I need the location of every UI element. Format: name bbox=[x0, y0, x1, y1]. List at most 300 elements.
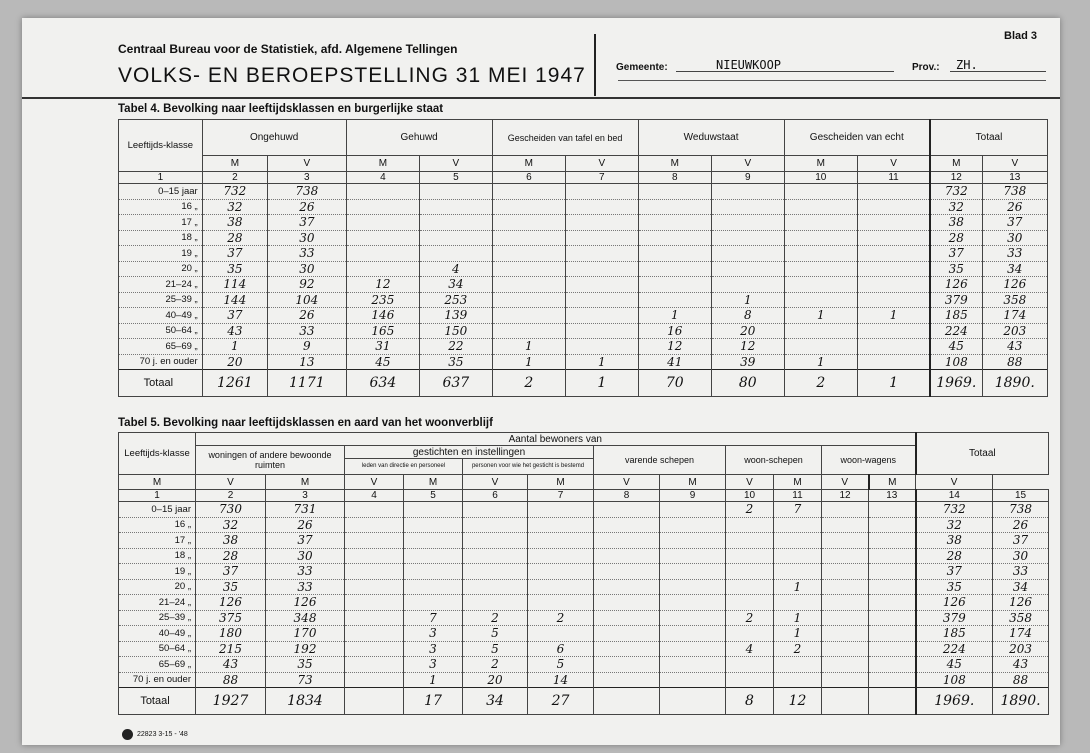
tabel4-cell: 379 bbox=[930, 292, 982, 308]
tabel5-mv-header: M bbox=[774, 475, 822, 490]
tabel5-cell bbox=[660, 579, 726, 595]
tabel4-cell bbox=[566, 215, 638, 231]
tabel5-cell: 1 bbox=[404, 672, 463, 688]
tabel5-cell: 28 bbox=[916, 548, 993, 564]
tabel4-cell: 738 bbox=[982, 184, 1047, 200]
tabel4-cell bbox=[784, 230, 858, 246]
tabel5-cell bbox=[660, 502, 726, 518]
tabel4-cell: 45 bbox=[930, 339, 982, 355]
tabel5-column-number: 2 bbox=[196, 490, 266, 502]
tabel5-cell: 38 bbox=[196, 533, 266, 549]
tabel4-cell: 35 bbox=[202, 261, 267, 277]
tabel5-cell: 3 bbox=[404, 641, 463, 657]
tabel5-total-cell bbox=[594, 688, 660, 715]
tabel5-cell: 126 bbox=[993, 595, 1049, 611]
tabel4-cell: 33 bbox=[268, 246, 347, 262]
tabel4-cell: 358 bbox=[982, 292, 1047, 308]
tabel4-row bbox=[119, 354, 1048, 370]
tabel4-cell: 28 bbox=[202, 230, 267, 246]
tabel5-cell bbox=[869, 610, 916, 626]
tabel4-mv-header: M bbox=[930, 156, 982, 172]
tabel4-cell: 253 bbox=[420, 292, 492, 308]
tabel5-row-label: 16 „ bbox=[119, 517, 196, 533]
tabel5-subgroup-leden: leden van directie en personeel bbox=[345, 459, 463, 475]
tabel5-total-cell: 1890. bbox=[993, 688, 1049, 715]
tabel5-row-label: 20 „ bbox=[119, 579, 196, 595]
tabel4-cell: 35 bbox=[420, 354, 492, 370]
tabel4-cell bbox=[346, 246, 420, 262]
tabel4-row-label: 65–69 „ bbox=[119, 339, 203, 355]
tabel5-total-cell: 8 bbox=[726, 688, 774, 715]
tabel4-cell: 139 bbox=[420, 308, 492, 324]
tabel5-mv-header: V bbox=[196, 475, 266, 490]
tabel5-cell bbox=[822, 548, 869, 564]
tabel5-subgroup-personen: personen voor wie het gesticht is bestemd bbox=[463, 459, 594, 475]
tabel5-cell bbox=[726, 533, 774, 549]
tabel4-cell: 88 bbox=[982, 354, 1047, 370]
tabel5-cell: 37 bbox=[266, 533, 345, 549]
tabel4-total-cell: 1171 bbox=[268, 370, 347, 397]
tabel4-cell: 1 bbox=[784, 308, 858, 324]
tabel5-cell bbox=[774, 533, 822, 549]
tabel4-cell bbox=[784, 199, 858, 215]
tabel5-cell bbox=[869, 517, 916, 533]
tabel4-row bbox=[119, 215, 1048, 231]
tabel5-cell bbox=[660, 657, 726, 673]
tabel4-mv-header: V bbox=[566, 156, 638, 172]
tabel4-mv-header: V bbox=[858, 156, 930, 172]
tabel5-cell bbox=[463, 533, 528, 549]
tabel5-cell: 30 bbox=[266, 548, 345, 564]
tabel5-cell: 126 bbox=[196, 595, 266, 611]
tabel4-cell bbox=[346, 184, 420, 200]
tabel5-cell: 732 bbox=[916, 502, 993, 518]
tabel5-cell bbox=[774, 548, 822, 564]
tabel4-cell bbox=[566, 323, 638, 339]
tabel5-cell bbox=[594, 579, 660, 595]
tabel5-cell bbox=[660, 626, 726, 642]
tabel5-cell bbox=[822, 579, 869, 595]
tabel5-cell bbox=[660, 564, 726, 580]
tabel4-cell: 37 bbox=[982, 215, 1047, 231]
tabel4-cell: 37 bbox=[202, 308, 267, 324]
tabel4-cell bbox=[566, 184, 638, 200]
tabel4-cell bbox=[858, 292, 930, 308]
tabel5-column-number: 7 bbox=[528, 490, 594, 502]
tabel4-cell bbox=[638, 292, 712, 308]
tabel5-mv-header: V bbox=[345, 475, 404, 490]
tabel5-cell bbox=[594, 657, 660, 673]
tabel4-total-cell: 1969. bbox=[930, 370, 982, 397]
tabel4-total-cell: 1 bbox=[858, 370, 930, 397]
tabel4-cell bbox=[712, 230, 784, 246]
tabel5-cell bbox=[869, 502, 916, 518]
tabel4-cell: 126 bbox=[982, 277, 1047, 293]
tabel5-cell bbox=[404, 517, 463, 533]
tabel4-cell: 30 bbox=[268, 261, 347, 277]
tabel4-group-weduwstaat: Weduwstaat bbox=[638, 120, 784, 156]
tabel5-total-cell: 1927 bbox=[196, 688, 266, 715]
tabel4-row-label: 50–64 „ bbox=[119, 323, 203, 339]
tabel4-cell: 12 bbox=[346, 277, 420, 293]
tabel4-total-label: Totaal bbox=[119, 370, 203, 397]
tabel5-column-number: 15 bbox=[993, 490, 1049, 502]
tabel4-cell bbox=[420, 184, 492, 200]
tabel5-cell bbox=[345, 641, 404, 657]
tabel5-cell bbox=[404, 548, 463, 564]
tabel5-cell: 358 bbox=[993, 610, 1049, 626]
tabel5-cell bbox=[528, 548, 594, 564]
tabel4-cell: 185 bbox=[930, 308, 982, 324]
tabel5-cell: 170 bbox=[266, 626, 345, 642]
tabel5-cell: 2 bbox=[463, 610, 528, 626]
tabel5-cell bbox=[345, 548, 404, 564]
province-value: ZH. bbox=[956, 58, 978, 72]
tabel5-cell bbox=[528, 595, 594, 611]
tabel5-total-cell: 27 bbox=[528, 688, 594, 715]
tabel4-row bbox=[119, 261, 1048, 277]
tabel5-cell: 33 bbox=[266, 564, 345, 580]
tabel5-cell bbox=[345, 533, 404, 549]
tabel5-row-label: 19 „ bbox=[119, 564, 196, 580]
tabel4-cell: 32 bbox=[930, 199, 982, 215]
tabel5-cell bbox=[345, 610, 404, 626]
tabel4-cell: 37 bbox=[202, 246, 267, 262]
tabel4-column-number: 11 bbox=[858, 172, 930, 184]
tabel5-cell bbox=[726, 548, 774, 564]
tabel5-mv-header: M bbox=[404, 475, 463, 490]
tabel5-col-leeftijd: Leeftijds-klasse bbox=[119, 433, 196, 475]
tabel5-cell bbox=[822, 595, 869, 611]
tabel5-cell: 731 bbox=[266, 502, 345, 518]
tabel4-column-number: 6 bbox=[492, 172, 566, 184]
tabel5-row bbox=[119, 564, 1049, 580]
tabel5-group-totaal: Totaal bbox=[916, 433, 1049, 475]
tabel4-cell: 738 bbox=[268, 184, 347, 200]
tabel5-total-cell bbox=[345, 688, 404, 715]
tabel5-cell bbox=[822, 672, 869, 688]
tabel4-total-cell: 634 bbox=[346, 370, 420, 397]
tabel5-total-cell bbox=[660, 688, 726, 715]
tabel4-cell: 165 bbox=[346, 323, 420, 339]
tabel4-cell bbox=[638, 184, 712, 200]
tabel4-total-cell: 1261 bbox=[202, 370, 267, 397]
tabel5-cell bbox=[463, 579, 528, 595]
tabel5-cell bbox=[869, 657, 916, 673]
tabel4-cell bbox=[492, 261, 566, 277]
tabel5-cell bbox=[822, 502, 869, 518]
tabel5-cell bbox=[774, 672, 822, 688]
tabel4-cell: 1 bbox=[638, 308, 712, 324]
tabel5-cell: 37 bbox=[993, 533, 1049, 549]
tabel5-cell: 7 bbox=[774, 502, 822, 518]
tabel5-title: Tabel 5. Bevolking naar leeftijdsklassen en aard van het woonverblijf bbox=[118, 417, 493, 429]
tabel5-cell: 20 bbox=[463, 672, 528, 688]
tabel5-cell bbox=[822, 533, 869, 549]
tabel4-cell bbox=[858, 184, 930, 200]
tabel4-row bbox=[119, 292, 1048, 308]
tabel5-total-cell: 1834 bbox=[266, 688, 345, 715]
tabel5-row bbox=[119, 548, 1049, 564]
tabel4-cell: 104 bbox=[268, 292, 347, 308]
tabel4-cell: 35 bbox=[930, 261, 982, 277]
tabel4-cell: 26 bbox=[268, 199, 347, 215]
tabel5-cell: 35 bbox=[196, 579, 266, 595]
tabel4-cell bbox=[420, 199, 492, 215]
tabel4-cell bbox=[712, 261, 784, 277]
tabel4-row bbox=[119, 230, 1048, 246]
print-footer bbox=[122, 729, 188, 740]
tabel4-group-gehuwd: Gehuwd bbox=[346, 120, 492, 156]
tabel5-row bbox=[119, 517, 1049, 533]
tabel4-cell bbox=[712, 199, 784, 215]
tabel5-total-cell bbox=[822, 688, 869, 715]
tabel4-cell: 30 bbox=[268, 230, 347, 246]
tabel4-cell bbox=[858, 215, 930, 231]
tabel5-row-label: 25–39 „ bbox=[119, 610, 196, 626]
tabel5-mv-header: V bbox=[916, 475, 993, 490]
tabel5-cell bbox=[869, 548, 916, 564]
tabel4-cell: 144 bbox=[202, 292, 267, 308]
tabel5-total-cell: 34 bbox=[463, 688, 528, 715]
gemeente-label: Gemeente: bbox=[616, 62, 668, 73]
tabel4-total-cell: 637 bbox=[420, 370, 492, 397]
tabel4-cell bbox=[784, 246, 858, 262]
tabel4-mv-header: V bbox=[268, 156, 347, 172]
tabel5-mv-header: M bbox=[528, 475, 594, 490]
tabel4-cell: 41 bbox=[638, 354, 712, 370]
tabel5-column-number: 12 bbox=[822, 490, 869, 502]
tabel5-cell: 2 bbox=[774, 641, 822, 657]
tabel4-row-label: 21–24 „ bbox=[119, 277, 203, 293]
tabel4-cell: 174 bbox=[982, 308, 1047, 324]
tabel4-column-number: 4 bbox=[346, 172, 420, 184]
tabel5-cell: 2 bbox=[726, 610, 774, 626]
tabel4-mv-header: V bbox=[712, 156, 784, 172]
tabel4-column-number: 13 bbox=[982, 172, 1047, 184]
tabel5-cell bbox=[822, 564, 869, 580]
tabel5-row bbox=[119, 579, 1049, 595]
tabel5-column-number: 8 bbox=[594, 490, 660, 502]
tabel5-cell bbox=[869, 641, 916, 657]
tabel4-mv-header: V bbox=[420, 156, 492, 172]
tabel5-row bbox=[119, 610, 1049, 626]
tabel4-group-gescheiden-tafel: Gescheiden van tafel en bed bbox=[492, 120, 638, 156]
tabel4-row bbox=[119, 184, 1048, 200]
tabel4-column-number: 2 bbox=[202, 172, 267, 184]
tabel5-cell bbox=[463, 502, 528, 518]
tabel4-cell bbox=[858, 277, 930, 293]
tabel4-cell bbox=[638, 199, 712, 215]
tabel5-column-number: 13 bbox=[869, 490, 916, 502]
tabel5-cell bbox=[594, 672, 660, 688]
tabel5-cell: 33 bbox=[993, 564, 1049, 580]
tabel4-cell bbox=[492, 323, 566, 339]
tabel4-cell: 26 bbox=[982, 199, 1047, 215]
tabel5-cell: 192 bbox=[266, 641, 345, 657]
tabel4-cell bbox=[492, 308, 566, 324]
tabel4-total-row bbox=[119, 370, 1048, 397]
tabel5-cell bbox=[660, 595, 726, 611]
tabel5-row-label: 65–69 „ bbox=[119, 657, 196, 673]
tabel4-cell: 150 bbox=[420, 323, 492, 339]
tabel4-cell: 4 bbox=[420, 261, 492, 277]
tabel4-cell bbox=[492, 246, 566, 262]
tabel4-cell bbox=[566, 230, 638, 246]
tabel4-cell bbox=[638, 246, 712, 262]
tabel5-row-label: 70 j. en ouder bbox=[119, 672, 196, 688]
tabel5-column-number: 5 bbox=[404, 490, 463, 502]
tabel4-cell bbox=[784, 277, 858, 293]
tabel4-cell: 114 bbox=[202, 277, 267, 293]
tabel5-cell: 33 bbox=[266, 579, 345, 595]
tabel5-row bbox=[119, 641, 1049, 657]
tabel4-cell: 22 bbox=[420, 339, 492, 355]
tabel4-cell: 34 bbox=[420, 277, 492, 293]
tabel4-cell bbox=[638, 230, 712, 246]
tabel4-cell bbox=[346, 199, 420, 215]
tabel5-cell bbox=[660, 610, 726, 626]
tabel4-cell bbox=[566, 339, 638, 355]
tabel4-cell bbox=[784, 215, 858, 231]
tabel4-cell: 732 bbox=[202, 184, 267, 200]
tabel4-column-number: 5 bbox=[420, 172, 492, 184]
tabel5-cell bbox=[345, 579, 404, 595]
tabel5-cell: 348 bbox=[266, 610, 345, 626]
tabel4-cell: 31 bbox=[346, 339, 420, 355]
tabel4-cell bbox=[784, 184, 858, 200]
tabel4-cell bbox=[858, 199, 930, 215]
tabel5-cell: 45 bbox=[916, 657, 993, 673]
tabel5-cell: 2 bbox=[463, 657, 528, 673]
tabel5-row bbox=[119, 657, 1049, 673]
tabel4-cell bbox=[784, 339, 858, 355]
tabel5-cell bbox=[726, 579, 774, 595]
tabel5-cell bbox=[594, 641, 660, 657]
tabel5-mv-header: V bbox=[822, 475, 869, 490]
tabel5-aantal-bewoners: Aantal bewoners van bbox=[196, 433, 916, 446]
tabel5-total-label: Totaal bbox=[119, 688, 196, 715]
tabel4-cell bbox=[492, 277, 566, 293]
tabel5-total-cell: 1969. bbox=[916, 688, 993, 715]
tabel4-cell: 1 bbox=[202, 339, 267, 355]
tabel5-cell: 379 bbox=[916, 610, 993, 626]
tabel5-cell: 3 bbox=[404, 626, 463, 642]
tabel5 bbox=[118, 432, 1049, 715]
tabel4-cell: 37 bbox=[268, 215, 347, 231]
tabel5-cell bbox=[594, 548, 660, 564]
tabel4-cell: 38 bbox=[202, 215, 267, 231]
tabel4-cell bbox=[858, 246, 930, 262]
tabel5-cell bbox=[660, 548, 726, 564]
header-divider bbox=[594, 34, 596, 96]
tabel4-cell bbox=[638, 215, 712, 231]
gemeente-line bbox=[676, 71, 894, 72]
census-form-sheet bbox=[22, 18, 1060, 745]
province-label: Prov.: bbox=[912, 62, 940, 73]
tabel5-cell: 1 bbox=[774, 610, 822, 626]
page-number: Blad 3 bbox=[1004, 30, 1038, 42]
tabel5-cell: 30 bbox=[993, 548, 1049, 564]
tabel5-cell: 126 bbox=[266, 595, 345, 611]
tabel4-cell: 108 bbox=[930, 354, 982, 370]
tabel5-column-number: 4 bbox=[345, 490, 404, 502]
tabel5-cell bbox=[660, 517, 726, 533]
tabel4-cell: 1 bbox=[858, 308, 930, 324]
tabel4-cell bbox=[638, 261, 712, 277]
tabel5-cell: 26 bbox=[266, 517, 345, 533]
tabel4-row-label: 25–39 „ bbox=[119, 292, 203, 308]
tabel4-row-label: 17 „ bbox=[119, 215, 203, 231]
header-bottom-rule bbox=[22, 97, 1060, 99]
tabel5-cell bbox=[869, 595, 916, 611]
tabel4-total-cell: 1 bbox=[566, 370, 638, 397]
tabel5-cell bbox=[404, 533, 463, 549]
tabel4-cell: 38 bbox=[930, 215, 982, 231]
tabel5-row-label: 0–15 jaar bbox=[119, 502, 196, 518]
tabel4-cell: 33 bbox=[268, 323, 347, 339]
tabel5-row-label: 17 „ bbox=[119, 533, 196, 549]
tabel4-row bbox=[119, 323, 1048, 339]
tabel5-cell bbox=[726, 657, 774, 673]
tabel4-cell bbox=[858, 339, 930, 355]
tabel5-cell: 28 bbox=[196, 548, 266, 564]
tabel5-cell: 7 bbox=[404, 610, 463, 626]
tabel5-cell: 375 bbox=[196, 610, 266, 626]
tabel4-cell: 92 bbox=[268, 277, 347, 293]
tabel5-cell bbox=[822, 610, 869, 626]
tabel4-row bbox=[119, 199, 1048, 215]
tabel5-cell: 43 bbox=[993, 657, 1049, 673]
tabel4-cell bbox=[566, 292, 638, 308]
tabel5-cell: 108 bbox=[916, 672, 993, 688]
bureau-heading: Centraal Bureau voor de Statistiek, afd. Algemene Tellingen bbox=[118, 42, 458, 56]
tabel5-column-number: 9 bbox=[660, 490, 726, 502]
tabel5-cell bbox=[869, 533, 916, 549]
tabel5-row bbox=[119, 672, 1049, 688]
tabel4-cell bbox=[858, 261, 930, 277]
tabel5-cell bbox=[345, 517, 404, 533]
tabel4-cell: 37 bbox=[930, 246, 982, 262]
tabel4-cell: 33 bbox=[982, 246, 1047, 262]
tabel5-cell: 1 bbox=[774, 579, 822, 595]
tabel4-row-label: 16 „ bbox=[119, 199, 203, 215]
tabel5-column-number: 1 bbox=[119, 490, 196, 502]
tabel5-cell bbox=[869, 564, 916, 580]
tabel5-cell bbox=[528, 533, 594, 549]
tabel4-row bbox=[119, 308, 1048, 324]
tabel5-cell: 2 bbox=[726, 502, 774, 518]
tabel5-cell bbox=[528, 579, 594, 595]
tabel5-cell bbox=[404, 579, 463, 595]
tabel5-cell bbox=[345, 626, 404, 642]
tabel4-cell: 43 bbox=[202, 323, 267, 339]
tabel4-row-label: 19 „ bbox=[119, 246, 203, 262]
tabel4-mv-header: M bbox=[492, 156, 566, 172]
tabel5-cell: 224 bbox=[916, 641, 993, 657]
tabel4-cell bbox=[492, 199, 566, 215]
tabel5-group-varende-schepen: varende schepen bbox=[594, 446, 726, 475]
tabel5-row-label: 40–49 „ bbox=[119, 626, 196, 642]
tabel5-cell: 738 bbox=[993, 502, 1049, 518]
tabel4-row-label: 0–15 jaar bbox=[119, 184, 203, 200]
tabel4-cell: 26 bbox=[268, 308, 347, 324]
tabel5-row bbox=[119, 533, 1049, 549]
tabel5-cell bbox=[822, 657, 869, 673]
tabel5-cell bbox=[404, 502, 463, 518]
tabel5-cell: 32 bbox=[196, 517, 266, 533]
printer-logo-icon bbox=[122, 729, 133, 740]
